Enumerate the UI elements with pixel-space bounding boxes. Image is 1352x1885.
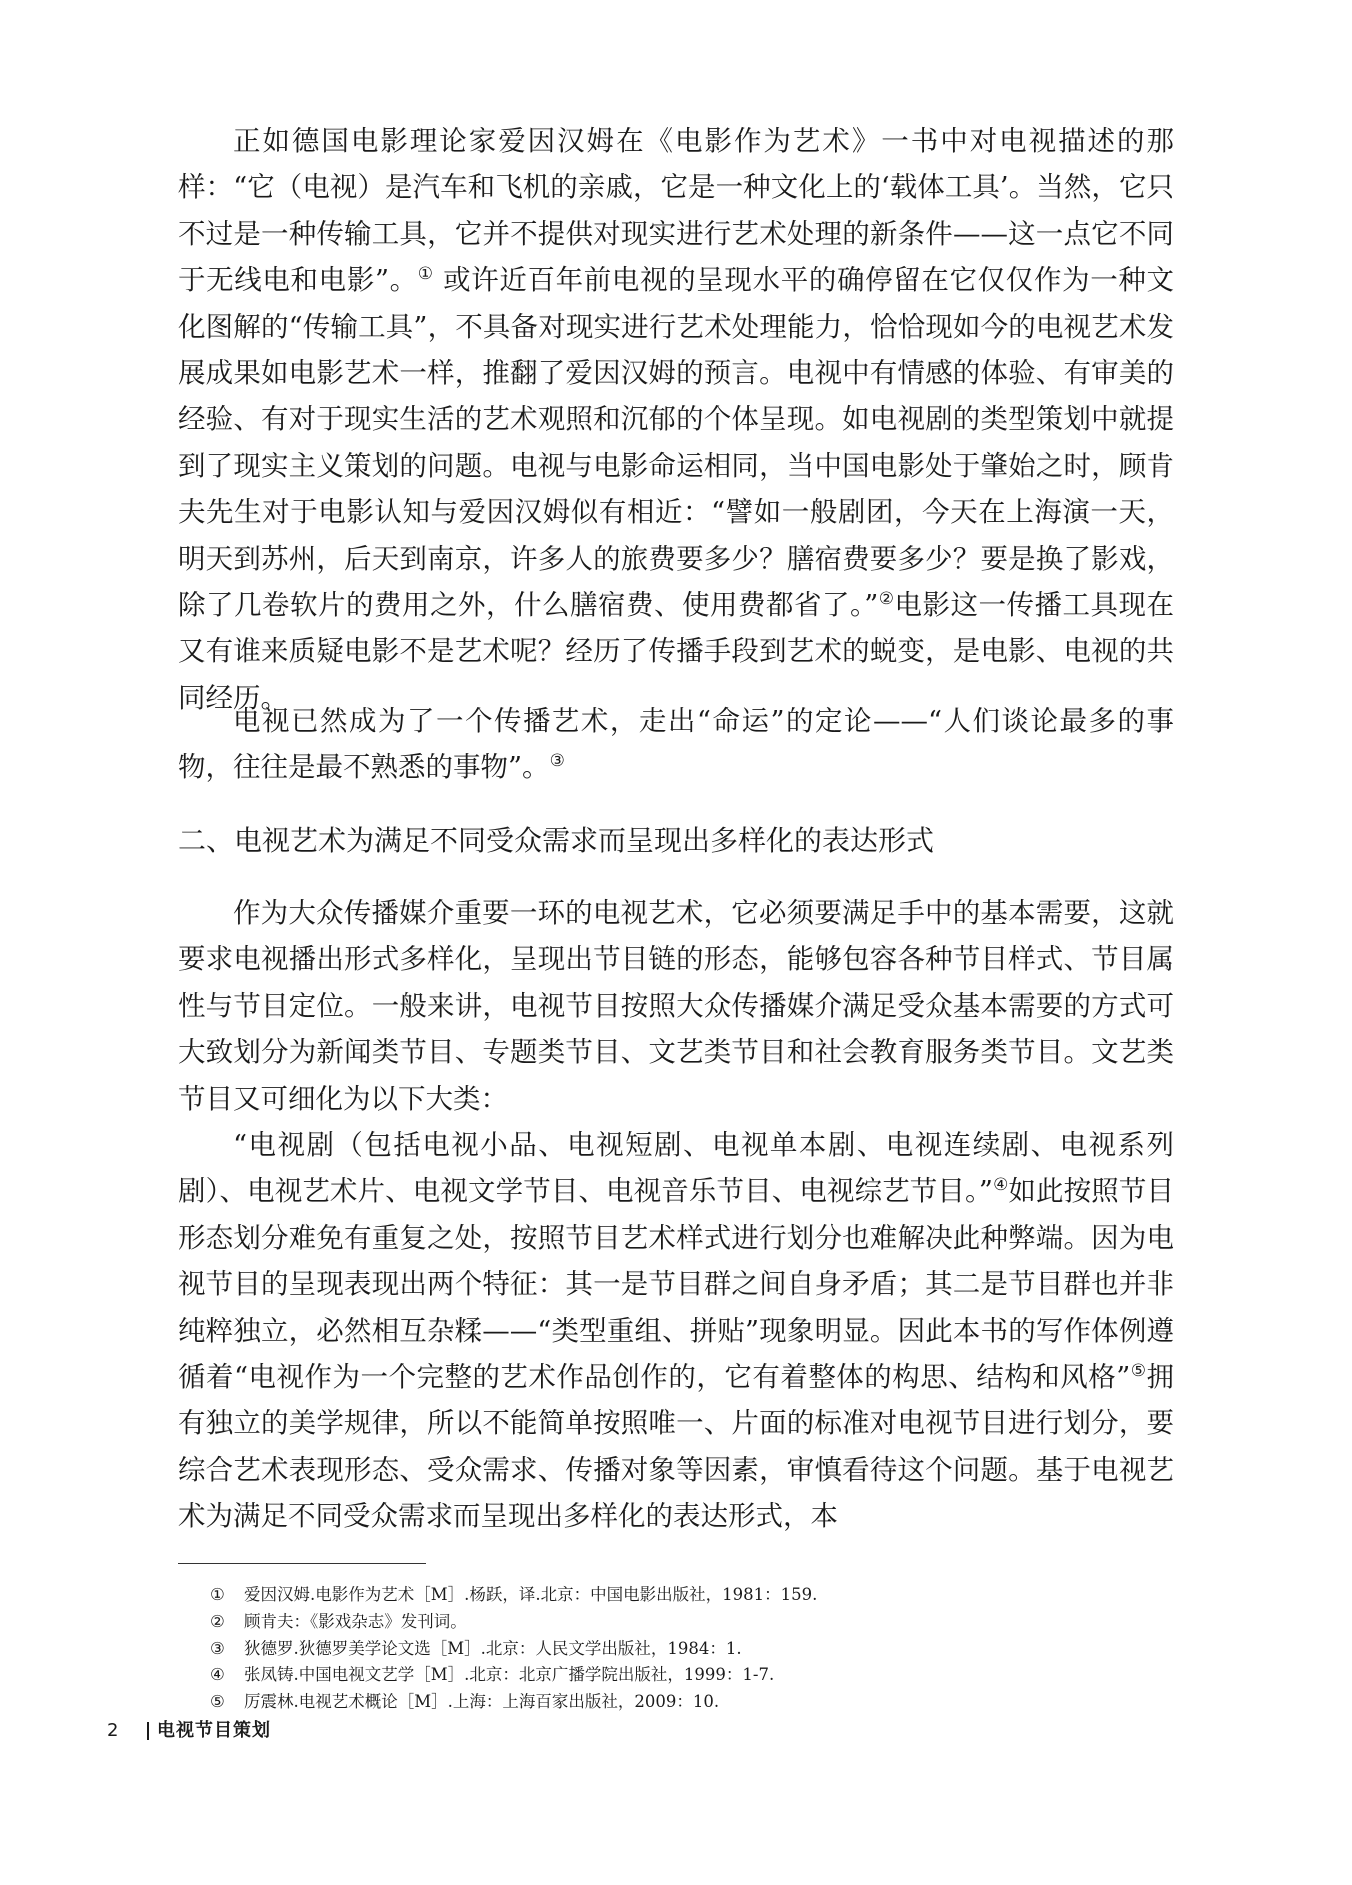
footnote-item [210, 1582, 1110, 1609]
footnote-mark: ② [210, 1611, 225, 1631]
section-heading: 二、电视艺术为满足不同受众需求而呈现出多样化的表达形式 [178, 824, 935, 857]
body-paragraph [178, 890, 1174, 1122]
footnote-list [210, 1582, 1110, 1716]
footnote-ref[interactable]: ③ [549, 751, 565, 772]
footnote-text: 顾肯夫：《影戏杂志》发刊词。 [244, 1611, 467, 1631]
footnote-text: 爱因汉姆.电影作为艺术［M］.杨跃，译.北京：中国电影出版社，1981：159. [244, 1585, 818, 1604]
footnote-mark: ⑤ [210, 1692, 225, 1712]
paragraph-text: 拥有独立的美学规律，所以不能简单按照唯一、片面的标准对电视节目进行划分，要综合艺术表现形态、受众需求、传播对象等因素，审慎看待这个问题。基于电视艺术为满足不同受众需求而呈现出多样化的表达形式，本 [178, 1361, 1174, 1533]
book-title: 电视节目策划 [157, 1720, 271, 1741]
page-number: 2 [107, 1720, 119, 1741]
paragraph-text: “电视剧（包括电视小品、电视短剧、电视单本剧、电视连续剧、电视系列剧）、电视艺术片、电视文学节目、电视音乐节目、电视综艺节目。” [178, 1129, 1174, 1208]
footnote-item [210, 1662, 1110, 1689]
footnote-item [210, 1689, 1110, 1716]
footnote-ref[interactable]: ⑤ [1130, 1360, 1147, 1381]
paragraph-text: 如此按照节目形态划分难免有重复之处，按照节目艺术样式进行划分也难解决此种弊端。因为电视节目的呈现表现出两个特征：其一是节目群之间自身矛盾；其二是节目群也并非纯粹独立，必然相互杂糅——“类型重组、拼贴”现象明显。因此本书的写作体例遵循着“电视作为一个完整的艺术作品创作的，它有着整体的构思、结构和风格” [178, 1175, 1174, 1394]
footnote-text: 厉震林.电视艺术概论［M］.上海：上海百家出版社，2009：10. [244, 1692, 720, 1712]
paragraph-text: 或许近百年前电视的呈现水平的确停留在它仅仅作为一种文化图解的“传输工具”，不具备对现实进行艺术处理能力，恰恰现如今的电视艺术发展成果如电影艺术一样，推翻了爱因汉姆的预言。电视中有情感的体验、有审美的经验、有对于现实生活的艺术观照和沉郁的个体呈现。如电视剧的类型策划中就提到了现实主义策划的问题。电视与电影命运相同，当中国电影处于肇始之时，顾肯夫先生对于电影认知与爱因汉姆似有相近：“譬如一般剧团，今天在上海演一天，明天到苏州，后天到南京，许多人的旅费要多少？膳宿费要多少？要是换了影戏，除了几卷软片的费用之外，什么膳宿费、使用费都省了。” [178, 264, 1174, 622]
footnote-mark: ④ [210, 1665, 225, 1685]
footnote-ref[interactable]: ④ [992, 1175, 1009, 1196]
footnote-mark: ① [210, 1585, 225, 1604]
footnote-ref[interactable]: ② [878, 588, 895, 609]
footnote-text: 张凤铸.中国电视文艺学［M］.北京：北京广播学院出版社，1999：1-7. [244, 1665, 775, 1685]
footer-separator [147, 1722, 149, 1740]
body-paragraph [178, 1122, 1174, 1540]
footnote-divider [178, 1563, 426, 1564]
paragraph-text: 作为大众传播媒介重要一环的电视艺术，它必须要满足手中的基本需要，这就要求电视播出形式多样化，呈现出节目链的形态，能够包容各种节目样式、节目属性与节目定位。一般来讲，电视节目按照大众传播媒介满足受众基本需要的方式可大致划分为新闻类节目、专题类节目、文艺类节目和社会教育服务类节目。文艺类节目又可细化为以下大类： [178, 897, 1174, 1115]
page-footer [107, 1719, 271, 1743]
footnote-ref[interactable]: ① [417, 264, 434, 285]
paragraph-text: 电视已然成为了一个传播艺术，走出“命运”的定论——“人们谈论最多的事物，往往是最不熟悉的事物”。 [178, 705, 1174, 784]
body-paragraph [178, 118, 1174, 721]
footnote-mark: ③ [210, 1638, 225, 1658]
body-paragraph [178, 698, 1174, 791]
paragraph-text: 正如德国电影理论家爱因汉姆在《电影作为艺术》一书中对电视描述的那样：“它（电视）是汽车和飞机的亲戚，它是一种文化上的‘载体工具’。当然，它只不过是一种传输工具，它并不提供对现实进行艺术处理的新条件——这一点它不同于无线电和电影”。 [178, 125, 1174, 297]
footnote-item [210, 1609, 1110, 1636]
footnote-item [210, 1636, 1110, 1663]
footnote-text: 狄德罗.狄德罗美学论文选［M］.北京：人民文学出版社，1984：1. [244, 1638, 742, 1658]
paragraph-text: 电影这一传播工具现在又有谁来质疑电影不是艺术呢？经历了传播手段到艺术的蜕变，是电影、电视的共同经历。 [178, 589, 1174, 714]
